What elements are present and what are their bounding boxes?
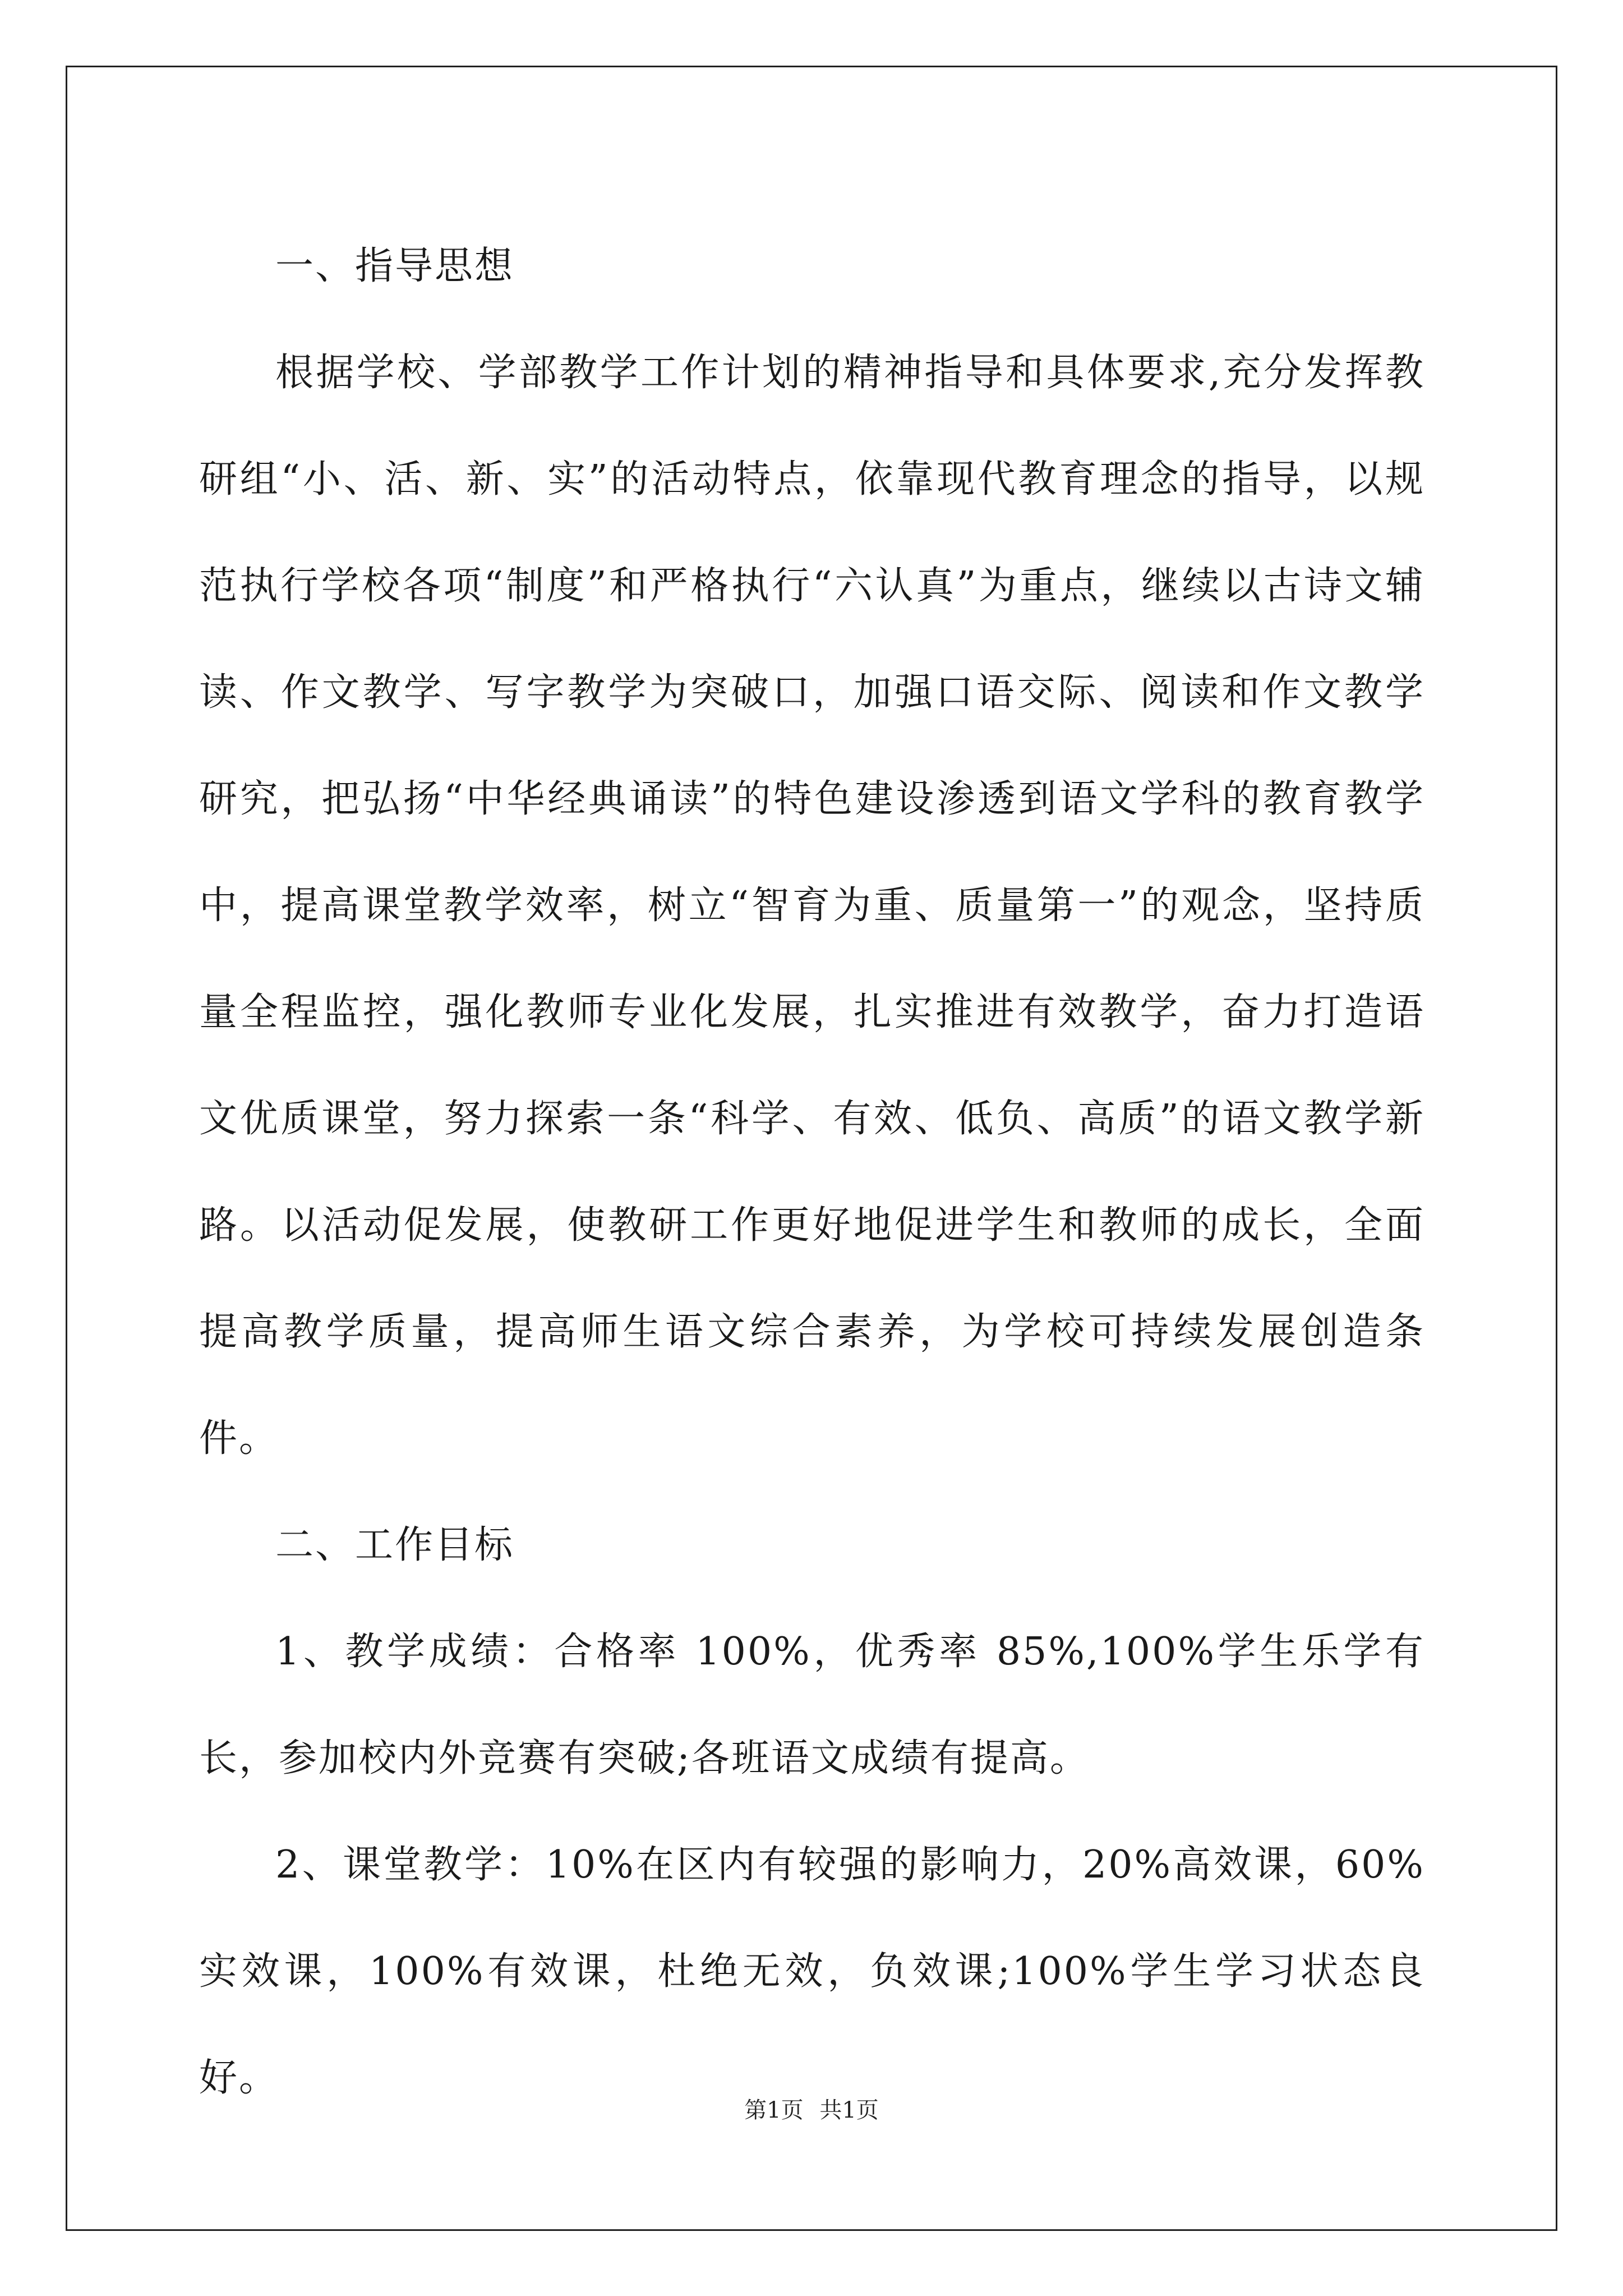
document-body bbox=[199, 213, 1425, 2132]
section-heading-work-goals: 二、工作目标 bbox=[275, 1523, 515, 1567]
page-number-total: 共1页 bbox=[819, 2097, 879, 2123]
section-heading-guiding-ideology: 一、指导思想 bbox=[275, 244, 515, 288]
paragraph-guiding-ideology: 根据学校、学部教学工作计划的精神指导和具体要求,充分发挥教研组“小、活、新、实”的活动特点，依靠现代教育理念的指导，以规范执行学校各项“制度”和严格执行“六认真”为重点，继续以古诗文辅读、作文教学、写字教学为突破口，加强口语交际、阅读和作文教学研究，把弘扬“中华经典诵读”的特色建设渗透到语文学科的教育教学中，提高课堂教学效率，树立“智育为重、质量第一”的观念，坚持质量全程监控，强化教师专业化发展，扎实推进有效教学，奋力打造语文优质课堂，努力探索一条“科学、有效、低负、高质”的语文教学新路。以活动促发展，使教研工作更好地促进学生和教师的成长，全面提高教学质量，提高师生语文综合素养，为学校可持续发展创造条件。 bbox=[199, 351, 1425, 1461]
page-number-current: 第1页 bbox=[744, 2097, 804, 2123]
paragraph-classroom-teaching: 2、课堂教学：10%在区内有较强的影响力，20%高效课，60%实效课，100%有效课，杜绝无效，负效课;100%学生学习状态良好。 bbox=[199, 1843, 1425, 2100]
page-footer bbox=[0, 2092, 1623, 2124]
paragraph-teaching-results: 1、教学成绩：合格率 100%，优秀率 85%,100%学生乐学有长，参加校内外竞赛有突破;各班语文成绩有提高。 bbox=[199, 1630, 1425, 1780]
